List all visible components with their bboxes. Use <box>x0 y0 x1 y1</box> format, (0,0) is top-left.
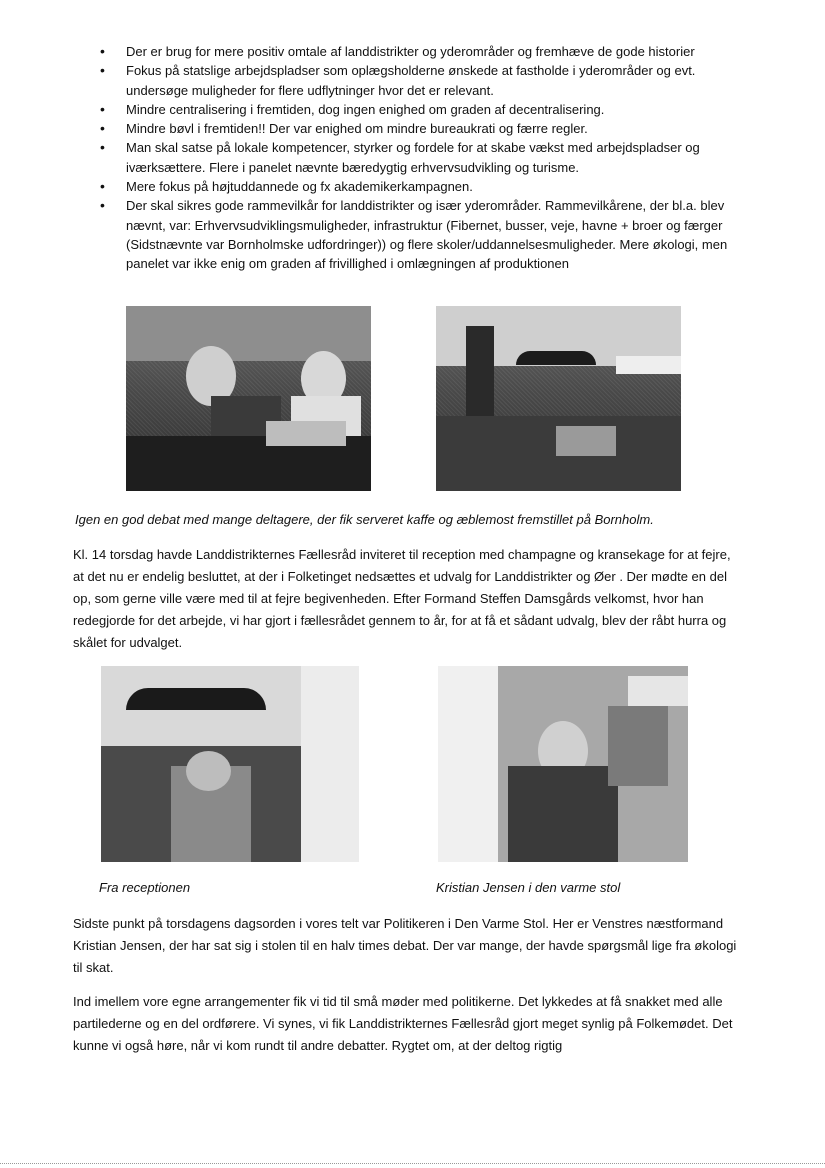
bullet-item: • Man skal satse på lokale kompetencer, styrker og fordele for at skabe vækst med arbejdspladser og iværksættere. Flere i panelet nævnte bæredygtig erhvervsudvikling og turisme. <box>100 138 740 177</box>
photo-hot-seat <box>438 666 688 862</box>
caption-reception: Fra receptionen <box>99 880 191 895</box>
bullet-item: • Mindre bøvl i fremtiden!! Der var enighed om mindre bureaukrati og færre regler. <box>100 119 740 138</box>
caption-hot-seat: Kristian Jensen i den varme stol <box>436 880 621 895</box>
page-bottom-border <box>0 1163 825 1164</box>
bullet-item: • Mindre centralisering i fremtiden, dog ingen enighed om graden af decentralisering. <box>100 100 740 119</box>
photo-tent-area <box>436 306 681 491</box>
bullet-item: • Der er brug for mere positiv omtale af landdistrikter og yderområder og fremhæve de gode historier <box>100 42 740 61</box>
caption-debate: Igen en god debat med mange deltagere, der fik serveret kaffe og æblemost fremstillet på Bornholm. <box>75 512 654 527</box>
paragraph-meetings: Ind imellem vore egne arrangementer fik vi tid til små møder med politikerne. Det lykkedes at få snakket med alle partilederne og en del ordførere. Vi synes, vi fik Landdistrikternes Fællesråd gjort meget synlig på Folkemødet. Det kunne vi også høre, når vi kom rundt til andre debatter. Rygtet om, at der deltog rigtig <box>73 994 733 1053</box>
photo-reception <box>101 666 359 862</box>
bullet-item: • Fokus på statslige arbejdspladser som oplægsholderne ønskede at fastholde i yderområder og evt. undersøge muligheder for flere udflytninger hvor det er relevant. <box>100 61 740 100</box>
paragraph-reception: Kl. 14 torsdag havde Landdistrikternes Fællesråd inviteret til reception med champagne og kransekage for at fejre, at det nu er endelig besluttet, at der i Folketinget nedsættes et udvalg for Landdistrikter og Øer . Der mødte en del op, som gerne ville være med til at fejre begivenheden. Efter Formand Steffen Damsgårds velkomst, hvor han redegjorde for det arbejde, vi har gjort i fællesrådet gennem to år, for at få et sådant udvalg, blev der råbt hurra og skålet for udvalget. <box>73 547 731 650</box>
bullet-item: • Der skal sikres gode rammevilkår for landdistrikter og især yderområder. Rammevilkårene, der bl.a. blev nævnt, var: Erhvervsudviklingsmuligheder, infrastruktur (Fibernet, busser, veje, havne + broer og færger (Sidstnævnte var Bornholmske udfordringer)) og flere skoler/uddannelsesmuligheder. Mere økologi, men panelet var ikke enig om graden af frivillighed i omlægningen af produktionen <box>100 196 740 273</box>
bullet-list <box>100 42 740 274</box>
photo-debate-table <box>126 306 371 491</box>
bullet-item: • Mere fokus på højtuddannede og fx akademikerkampagnen. <box>100 177 740 196</box>
paragraph-hot-seat: Sidste punkt på torsdagens dagsorden i vores telt var Politikeren i Den Varme Stol. Her er Venstres næstformand Kristian Jensen, der har sat sig i stolen til en halv times debat. Der var mange, der havde spørgsmål lige fra økologi til skat. <box>73 916 737 975</box>
